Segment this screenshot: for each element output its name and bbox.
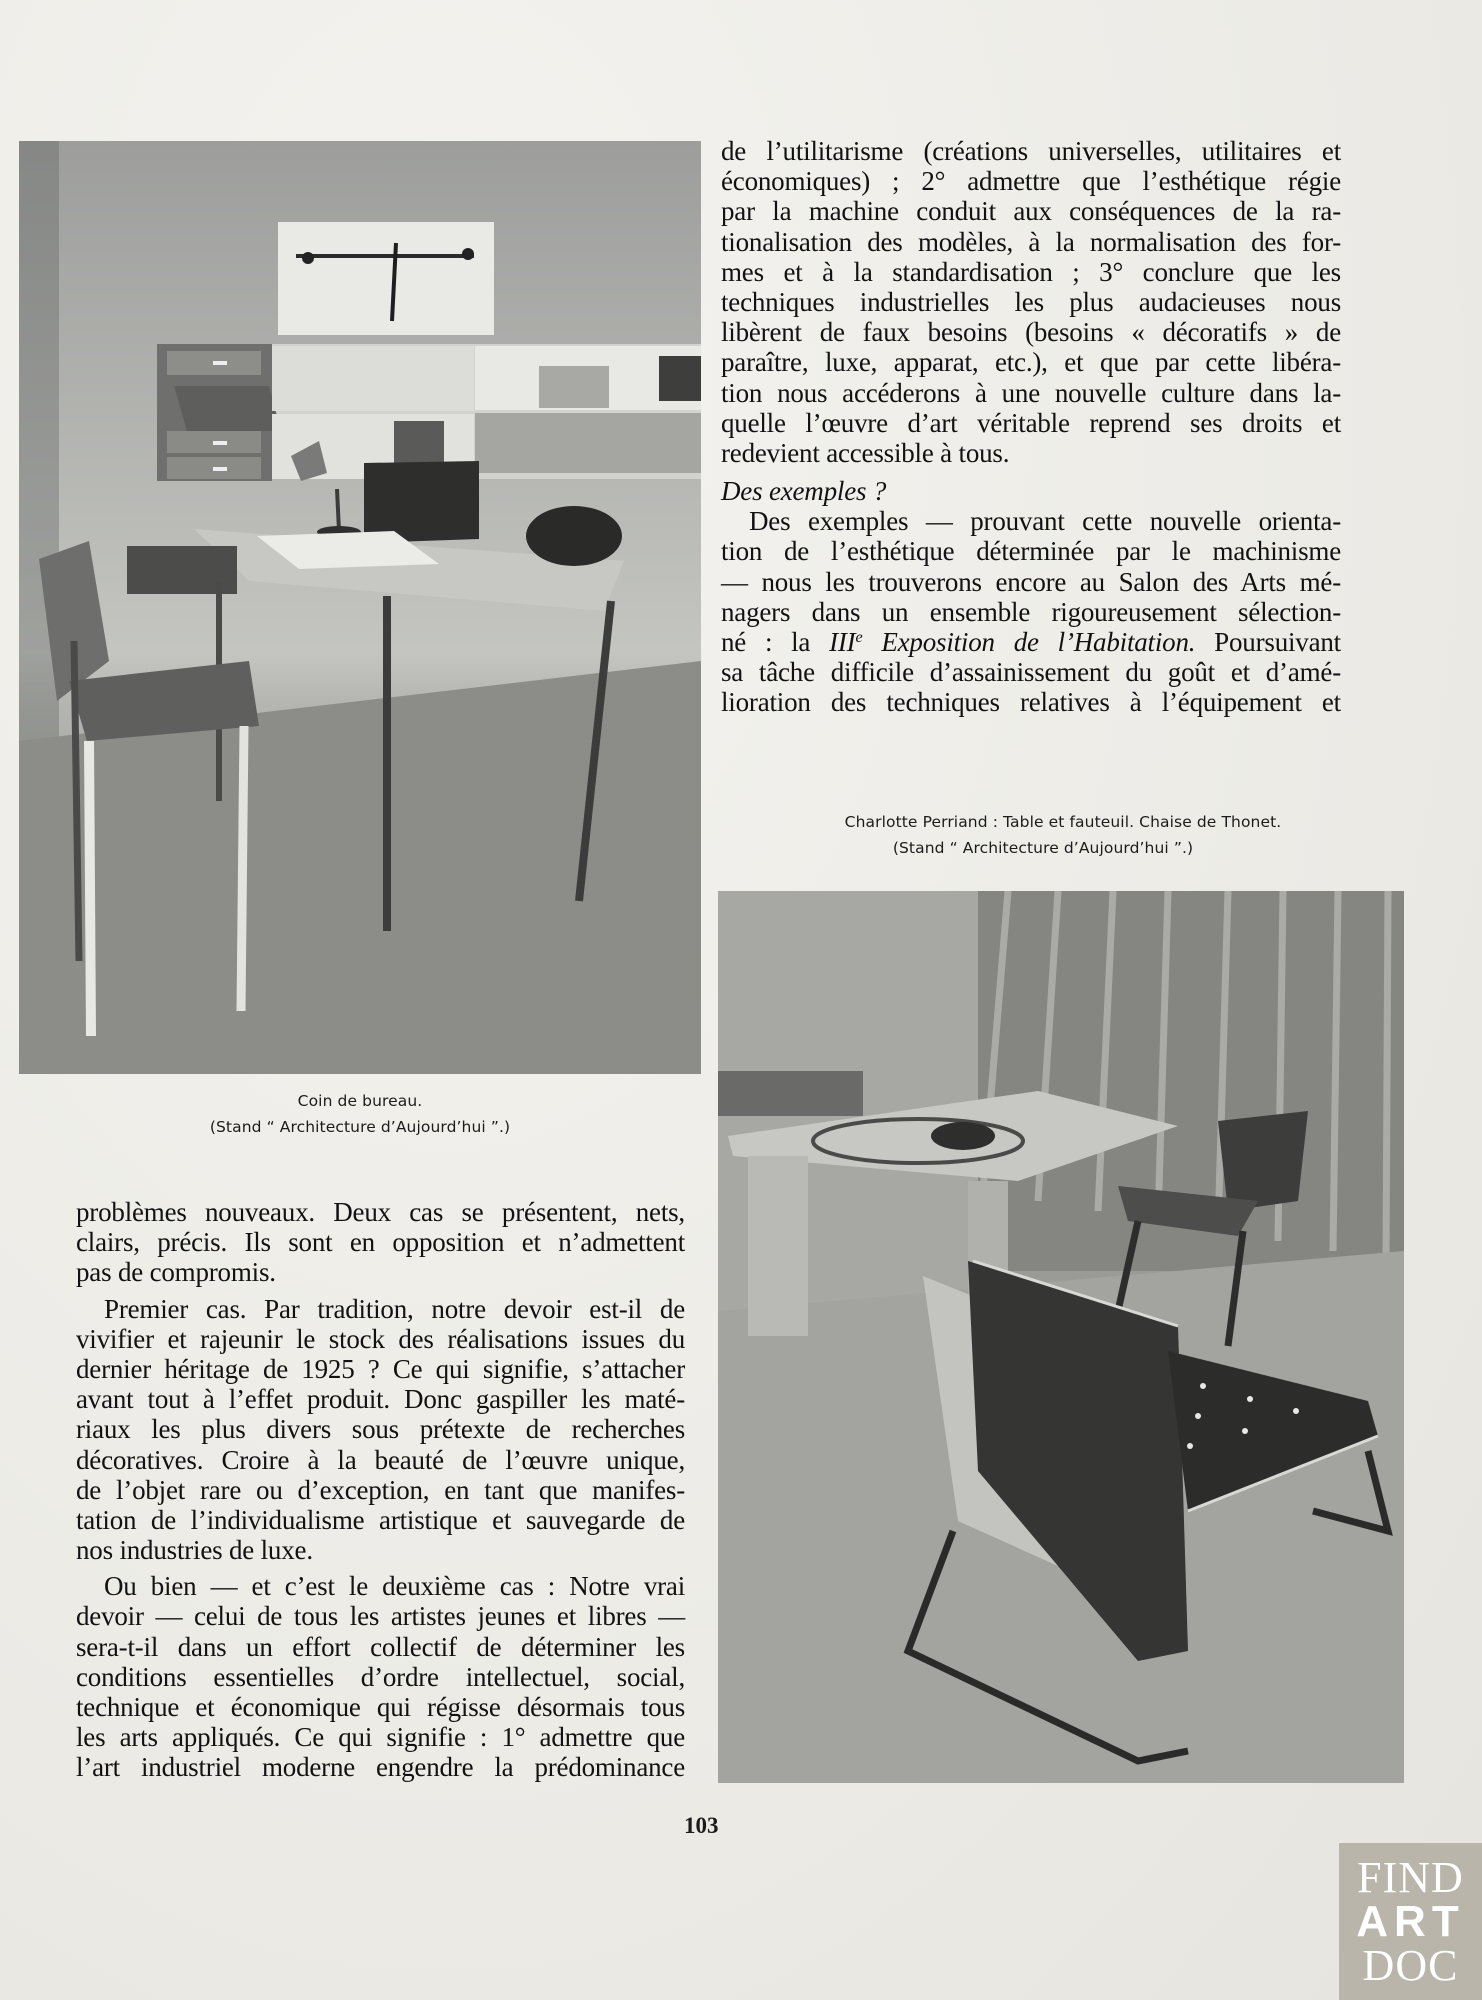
text-line: Ou bien — et c’est le deuxième cas : Notre vrai [104,1571,685,1602]
text-line: décoratives. Croire à la beauté de l’œuvre unique, [76,1444,685,1475]
text-line: Des exemples — prouvant cette nouvelle orienta- [749,506,1341,537]
text-line: techniques industrielles les plus audacieuses nous [721,286,1341,317]
text-line: quelle l’œuvre d’art véritable reprend ses droits et [721,407,1341,438]
caption-coin-de-bureau [19,1088,701,1140]
text-line: redevient accessible à tous. [721,437,1010,468]
text-line: libèrent de faux besoins (besoins « décoratifs » de [721,317,1341,348]
roman-numeral: III [829,627,856,657]
text-line: l’art industriel moderne engendre la prédominance [76,1752,685,1783]
left-column-text [76,1197,685,1783]
text-line: mes et à la standardisation ; 3° conclure que les [721,256,1341,287]
right-column-text [721,136,1341,718]
text-line: nos industries de luxe. [76,1535,313,1566]
text-line: tionalisation des modèles, à la normalisation des for- [721,226,1341,257]
watermark-find: FIND [1357,1852,1464,1902]
caption-perriand [718,809,1408,861]
findartdoc-watermark-logo [1339,1843,1482,2000]
text-line: économiques) ; 2° admettre que l’esthétique régie [721,166,1341,197]
text-line: conditions essentielles d’ordre intellectuel, social, [76,1661,685,1692]
text-line: clairs, précis. Ils sont en opposition et n’admettent [76,1227,685,1258]
text-line: tation de l’individualisme artistique et sauvegarde de [76,1504,685,1535]
text-line: dernier héritage de 1925 ? Ce qui signifie, s’attacher [76,1353,685,1384]
paragraph-problemes-nouveaux [76,1197,685,1288]
watermark-art: ART [1356,1896,1465,1946]
text-line: technique et économique qui régisse désormais tous [76,1692,685,1722]
text-line: paraître, luxe, apparat, etc.), et que par cette libéra- [721,347,1341,378]
text-line: pas de compromis. [76,1257,276,1288]
text-line: devoir — celui de tous les artistes jeunes et libres — [76,1601,685,1632]
text-line: les arts appliqués. Ce qui signifie : 1° admettre que [76,1722,685,1753]
text-line: lioration des techniques relatives à l’équipement et [721,687,1341,718]
dining-corner-illustration [718,891,1404,1783]
text-line: tion nous accéderons à une nouvelle culture dans la- [721,377,1341,408]
ordinal-suffix: e [855,628,863,647]
text-line: sera-t-il dans un effort collectif de déterminer les [76,1631,685,1662]
text-line: vivifier et rajeunir le stock des réalisations issues du [76,1323,685,1354]
text-line: riaux les plus divers sous prétexte de recherches [76,1414,685,1445]
text-line: problèmes nouveaux. Deux cas se présentent, nets, [76,1197,685,1227]
caption-title: Charlotte Perriand : Table et fauteuil. Chaise de Thonet. [844,813,1282,831]
paragraph-des-exemples [721,506,1341,717]
text-line: avant tout à l’effet produit. Donc gaspiller les maté- [76,1384,685,1415]
exposition-title [829,627,1195,657]
office-corner-illustration [19,141,701,1074]
paragraph-deuxieme-cas [76,1571,685,1782]
text-line: de l’utilitarisme (créations universelles, utilitaires et [721,136,1341,166]
photo-coin-de-bureau [19,141,701,1074]
paragraph-premier-cas [76,1294,685,1566]
photo-perriand-table-fauteuil [718,891,1404,1783]
text-line: de l’objet rare ou d’exception, en tant que manifes- [76,1474,685,1505]
text-line: Premier cas. Par tradition, notre devoir est-il de [104,1293,685,1324]
section-heading-des-exemples: Des exemples ? [721,476,887,507]
exposition-name: Exposition de l’Habitation. [862,627,1196,657]
caption-credit: (Stand “ Architecture d’Aujourd’hui ”.) [892,839,1194,857]
text-fragment: Poursuivant [1195,627,1341,657]
text-line: par la machine conduit aux conséquences de la ra- [721,196,1341,227]
text-line: sa tâche difficile d’assainissement du goût et d’amé- [721,657,1341,688]
text-line-exposition [721,627,1341,657]
paragraph-utilitarisme [721,136,1341,468]
text-line: tion de l’esthétique déterminée par le machinisme [721,536,1341,567]
caption-title: Coin de bureau. [297,1092,423,1110]
caption-credit: (Stand “ Architecture d’Aujourd’hui ”.) [209,1118,511,1136]
text-line: — nous les trouverons encore au Salon des Arts mé- [721,566,1341,597]
page-number: 103 [684,1813,719,1838]
text-fragment: né : la [721,627,830,657]
watermark-doc: DOC [1362,1940,1459,1990]
text-line: nagers dans un ensemble rigoureusement sélection- [721,596,1341,627]
